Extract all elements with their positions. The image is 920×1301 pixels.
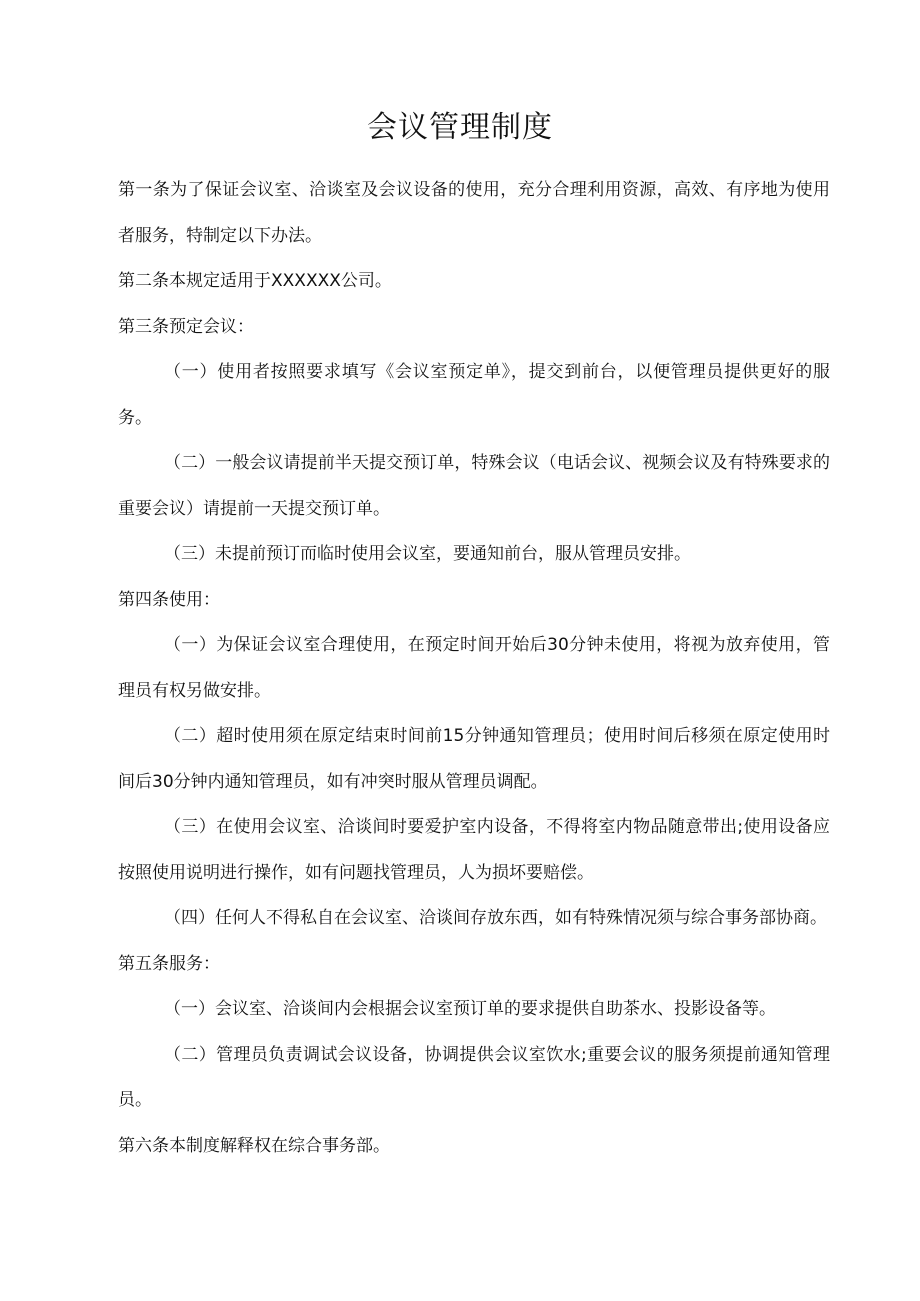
paragraph-article-3-item-1: （一）使用者按照要求填写《会议室预定单》，提交到前台，以便管理员提供更好的服务。: [118, 362, 830, 428]
paragraph-article-6: 第六条本制度解释权在综合事务部。: [118, 1135, 390, 1156]
document-title: 会议管理制度: [367, 110, 553, 145]
paragraph-article-4-item-1: （一）为保证会议室合理使用，在预定时间开始后30分钟未使用，将视为放弃使用，管理员有权另做安排。: [118, 635, 830, 701]
paragraph-article-3-item-2: （二）一般会议请提前半天提交预订单，特殊会议（电话会议、视频会议及有特殊要求的重要会议）请提前一天提交预订单。: [118, 453, 830, 519]
paragraph-article-4-item-2: （二）超时使用须在原定结束时间前15分钟通知管理员；使用时间后移须在原定使用时间后30分钟内通知管理员，如有冲突时服从管理员调配。: [118, 726, 830, 792]
paragraph-article-1: 第一条为了保证会议室、洽谈室及会议设备的使用，充分合理利用资源，高效、有序地为使用者服务，特制定以下办法。: [118, 180, 830, 246]
paragraph-article-5-item-1: （一）会议室、洽谈间内会根据会议室预订单的要求提供自助茶水、投影设备等。: [164, 999, 776, 1019]
paragraph-article-3-item-3: （三）未提前预订而临时使用会议室，要通知前台，服从管理员安排。: [164, 544, 691, 564]
paragraph-article-5-item-2: （二）管理员负责调试会议设备，协调提供会议室饮水;重要会议的服务须提前通知管理员。: [118, 1044, 830, 1110]
paragraph-article-4-item-3: （三）在使用会议室、洽谈间时要爱护室内设备，不得将室内物品随意带出;使用设备应按照使用说明进行操作，如有问题找管理员，人为损坏要赔偿。: [118, 817, 830, 883]
paragraph-article-4-item-4: （四）任何人不得私自在会议室、洽谈间存放东西，如有特殊情况须与综合事务部协商。: [164, 908, 827, 928]
document-body: [118, 168, 830, 1169]
paragraph-article-3-heading: 第三条预定会议：: [118, 316, 254, 337]
paragraph-article-2: 第二条本规定适用于XXXXXX公司。: [118, 271, 392, 291]
paragraph-article-4-heading: 第四条使用：: [118, 589, 220, 610]
paragraph-article-5-heading: 第五条服务：: [118, 953, 220, 974]
